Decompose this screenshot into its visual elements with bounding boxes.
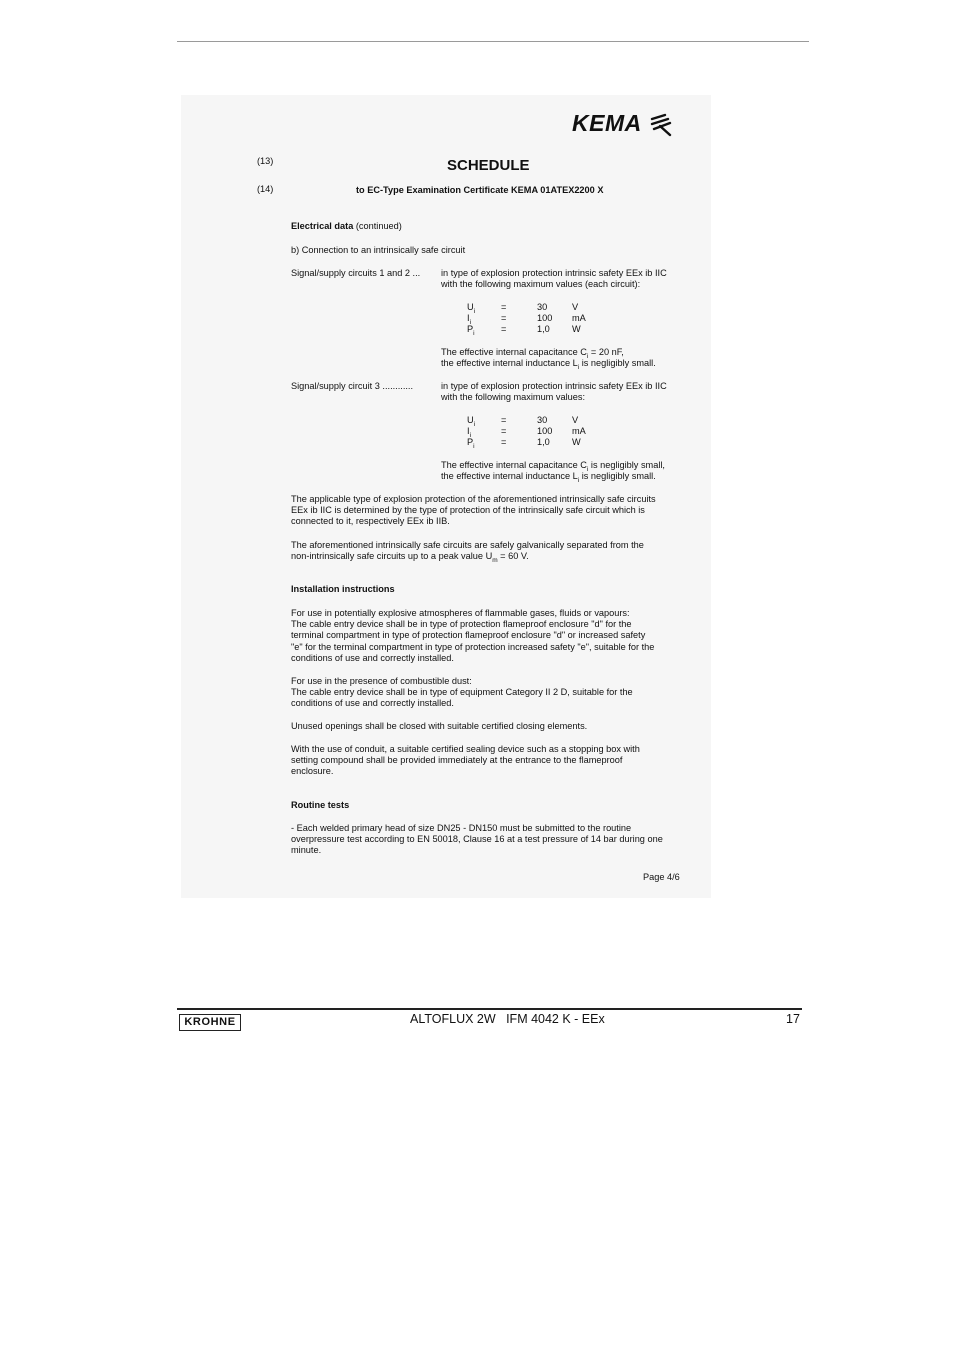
capacitance-line: The effective internal capacitance $C_i = 20$ nF, bbox=[441, 347, 624, 360]
kema-lightning-icon bbox=[650, 113, 674, 137]
circuit-3-description bbox=[441, 381, 667, 403]
certificate-page-label: Page 4/6 bbox=[643, 872, 680, 882]
value-unit: W bbox=[572, 324, 581, 335]
value-row bbox=[467, 313, 607, 327]
routine-tests-paragraph: - Each welded primary head of size DN25 - DN150 must be submitted to the routine overpressure test according to EN 50018, Clause 16 at a test pressure of 14 bar during one minute. bbox=[291, 823, 663, 856]
bottom-rule bbox=[177, 1008, 802, 1010]
value-number: 30 bbox=[537, 302, 548, 312]
value-unit: V bbox=[572, 302, 579, 312]
section-number-13: (13) bbox=[257, 156, 274, 166]
kema-logo bbox=[572, 110, 642, 137]
circuit-3-values bbox=[467, 415, 607, 449]
heading-bold: Electrical data bbox=[291, 221, 354, 231]
value-equals: = bbox=[501, 302, 507, 312]
circuits-1-2-characteristics bbox=[441, 347, 656, 372]
circuits-1-2-label: Signal/supply circuits 1 and 2 ... bbox=[291, 268, 421, 278]
value-equals: = bbox=[501, 415, 507, 425]
galvanic-separation-paragraph: The aforementioned intrinsically safe circuits are safely galvanically separated from the non-intrinsically safe circuits up to a peak value $U_m = 60$ V. bbox=[291, 540, 644, 565]
desc-line: with the following maximum values (each circuit): bbox=[441, 279, 641, 290]
kema-logo-text: KEMA bbox=[572, 110, 642, 136]
value-row bbox=[467, 426, 607, 440]
inductance-line: the effective internal inductance $L_i$ is negligibly small. bbox=[441, 471, 656, 485]
value-unit: mA bbox=[572, 426, 586, 437]
desc-line: with the following maximum values: bbox=[441, 392, 585, 403]
certificate-subtitle: to EC-Type Examination Certificate KEMA 01ATEX2200 X bbox=[356, 185, 604, 195]
circuits-1-2-values bbox=[467, 302, 607, 336]
value-equals: = bbox=[501, 437, 507, 448]
value-row bbox=[467, 437, 607, 451]
circuits-1-2-description bbox=[441, 268, 667, 290]
value-symbol: $U_i$ bbox=[467, 302, 476, 315]
value-number: 100 bbox=[537, 426, 553, 437]
value-equals: = bbox=[501, 313, 507, 324]
circuit-3-characteristics bbox=[441, 460, 665, 485]
value-row bbox=[467, 324, 607, 338]
value-number: 1,0 bbox=[537, 324, 550, 335]
value-row bbox=[467, 302, 607, 313]
circuit-3-label: Signal/supply circuit 3 ............ bbox=[291, 381, 414, 391]
value-symbol: $I_i$ bbox=[467, 426, 472, 440]
value-symbol: $I_i$ bbox=[467, 313, 472, 327]
gases-paragraph: For use in potentially explosive atmospheres of flammable gases, fluids or vapours: The cable entry device shall be in type of protection flameproof enclosure "d" for the terminal compartment in type of protection flameproof enclosure "d" or increased safety "e" for the terminal compartment in type of protection increased safety "e", suitable for the conditions of use and correctly installed. bbox=[291, 608, 655, 663]
value-symbol: $P_i$ bbox=[467, 437, 475, 451]
electrical-data-heading bbox=[291, 221, 402, 232]
inductance-line: the effective internal inductance $L_i$ is negligibly small. bbox=[441, 358, 656, 372]
connection-line: b) Connection to an intrinsically safe circuit bbox=[291, 245, 466, 255]
capacitance-line: The effective internal capacitance $C_i$ is negligibly small, bbox=[441, 460, 665, 473]
value-unit: V bbox=[572, 415, 579, 425]
value-number: 100 bbox=[537, 313, 553, 324]
desc-line: in type of explosion protection intrinsic safety EEx ib IIC bbox=[441, 381, 667, 391]
top-rule bbox=[177, 41, 809, 42]
heading-rest: (continued) bbox=[353, 221, 402, 231]
value-row bbox=[467, 415, 607, 426]
value-unit: mA bbox=[572, 313, 586, 324]
footer-page-number: 17 bbox=[786, 1012, 800, 1026]
value-equals: = bbox=[501, 324, 507, 335]
value-unit: W bbox=[572, 437, 581, 448]
value-symbol: $U_i$ bbox=[467, 415, 476, 428]
value-equals: = bbox=[501, 426, 507, 437]
installation-heading: Installation instructions bbox=[291, 584, 395, 594]
conduit-paragraph: With the use of conduit, a suitable certified sealing device such as a stopping box with setting compound shall be provided immediately at the entrance to the flameproof enclosure. bbox=[291, 744, 640, 777]
applicable-protection-paragraph: The applicable type of explosion protection of the aforementioned intrinsically safe circuits EEx ib IIC is determined by the type of protection of the intrinsically safe circuit which is connected to it, respectively EEx ib IIB. bbox=[291, 494, 656, 527]
footer-product: ALTOFLUX 2W IFM 4042 K - EEx bbox=[410, 1012, 605, 1026]
desc-line: in type of explosion protection intrinsic safety EEx ib IIC bbox=[441, 268, 667, 278]
unused-openings-line: Unused openings shall be closed with suitable certified closing elements. bbox=[291, 721, 588, 731]
schedule-title: SCHEDULE bbox=[447, 157, 530, 174]
section-number-14: (14) bbox=[257, 184, 274, 194]
routine-tests-heading: Routine tests bbox=[291, 800, 350, 810]
value-symbol: $P_i$ bbox=[467, 324, 475, 338]
value-number: 1,0 bbox=[537, 437, 550, 448]
dust-paragraph: For use in the presence of combustible dust: The cable entry device shall be in type of equipment Category II 2 D, suitable for the conditions of use and correctly installed. bbox=[291, 676, 633, 709]
value-number: 30 bbox=[537, 415, 548, 425]
krohne-logo: KROHNE bbox=[179, 1014, 241, 1031]
